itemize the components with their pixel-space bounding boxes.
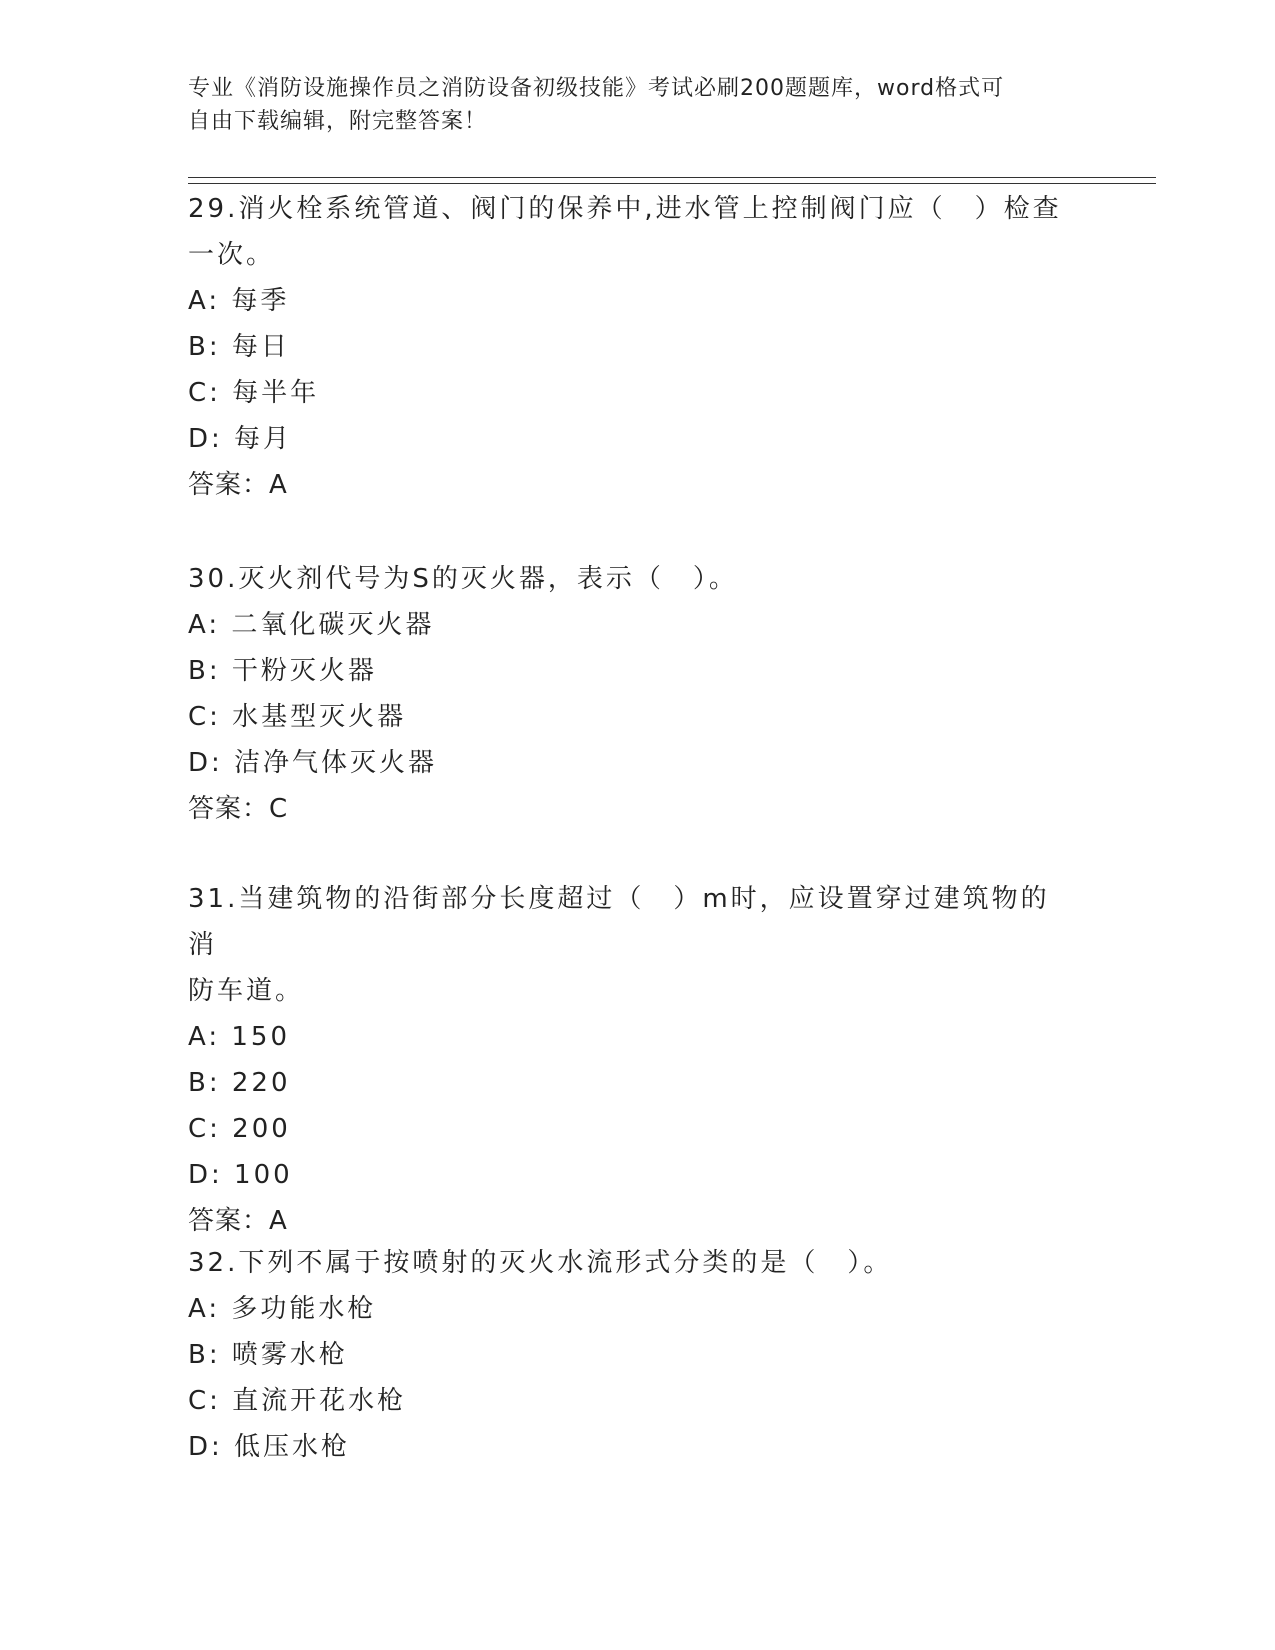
option-a: A: 150: [188, 1022, 290, 1052]
question-text: 29.消火栓系统管道、阀门的保养中,进水管上控制阀门应（ ）检查: [188, 194, 1062, 224]
option-b: B: 每日: [188, 332, 290, 362]
option-b: B: 220: [188, 1068, 291, 1098]
question-text-cont: 防车道。: [188, 976, 305, 1006]
document-header: [188, 72, 1068, 138]
header-divider-top: [188, 177, 1156, 178]
question-text-cont: 一次。: [188, 240, 276, 270]
question-text: 31.当建筑物的沿街部分长度超过（ ）m时，应设置穿过建筑物的消: [188, 884, 1050, 960]
option-d: D: 100: [188, 1160, 293, 1190]
header-divider-bottom: [188, 183, 1156, 184]
option-a: A: 每季: [188, 286, 290, 316]
question-29: [188, 186, 1068, 508]
option-c: C: 每半年: [188, 378, 320, 408]
answer: 答案：A: [188, 1206, 288, 1236]
option-d: D: 洁净气体灭火器: [188, 748, 438, 778]
option-b: B: 喷雾水枪: [188, 1340, 348, 1370]
answer: 答案：A: [188, 470, 288, 500]
option-a: A: 二氧化碳灭火器: [188, 610, 435, 640]
question-32: [188, 1240, 1068, 1470]
option-c: C: 水基型灭火器: [188, 702, 407, 732]
option-a: A: 多功能水枪: [188, 1294, 377, 1324]
question-31: [188, 876, 1068, 1244]
question-text: 32.下列不属于按喷射的灭火水流形式分类的是（ ）。: [188, 1248, 893, 1278]
option-d: D: 每月: [188, 424, 293, 454]
header-line-2: 自由下载编辑，附完整答案！: [188, 109, 488, 134]
question-text: 30.灭火剂代号为S的灭火器，表示（ ）。: [188, 564, 738, 594]
answer: 答案：C: [188, 794, 289, 824]
option-c: C: 直流开花水枪: [188, 1386, 407, 1416]
header-line-1: 专业《消防设施操作员之消防设备初级技能》考试必刷200题题库，word格式可: [188, 76, 1005, 101]
option-b: B: 干粉灭火器: [188, 656, 377, 686]
option-c: C: 200: [188, 1114, 291, 1144]
option-d: D: 低压水枪: [188, 1432, 351, 1462]
question-30: [188, 556, 1068, 832]
